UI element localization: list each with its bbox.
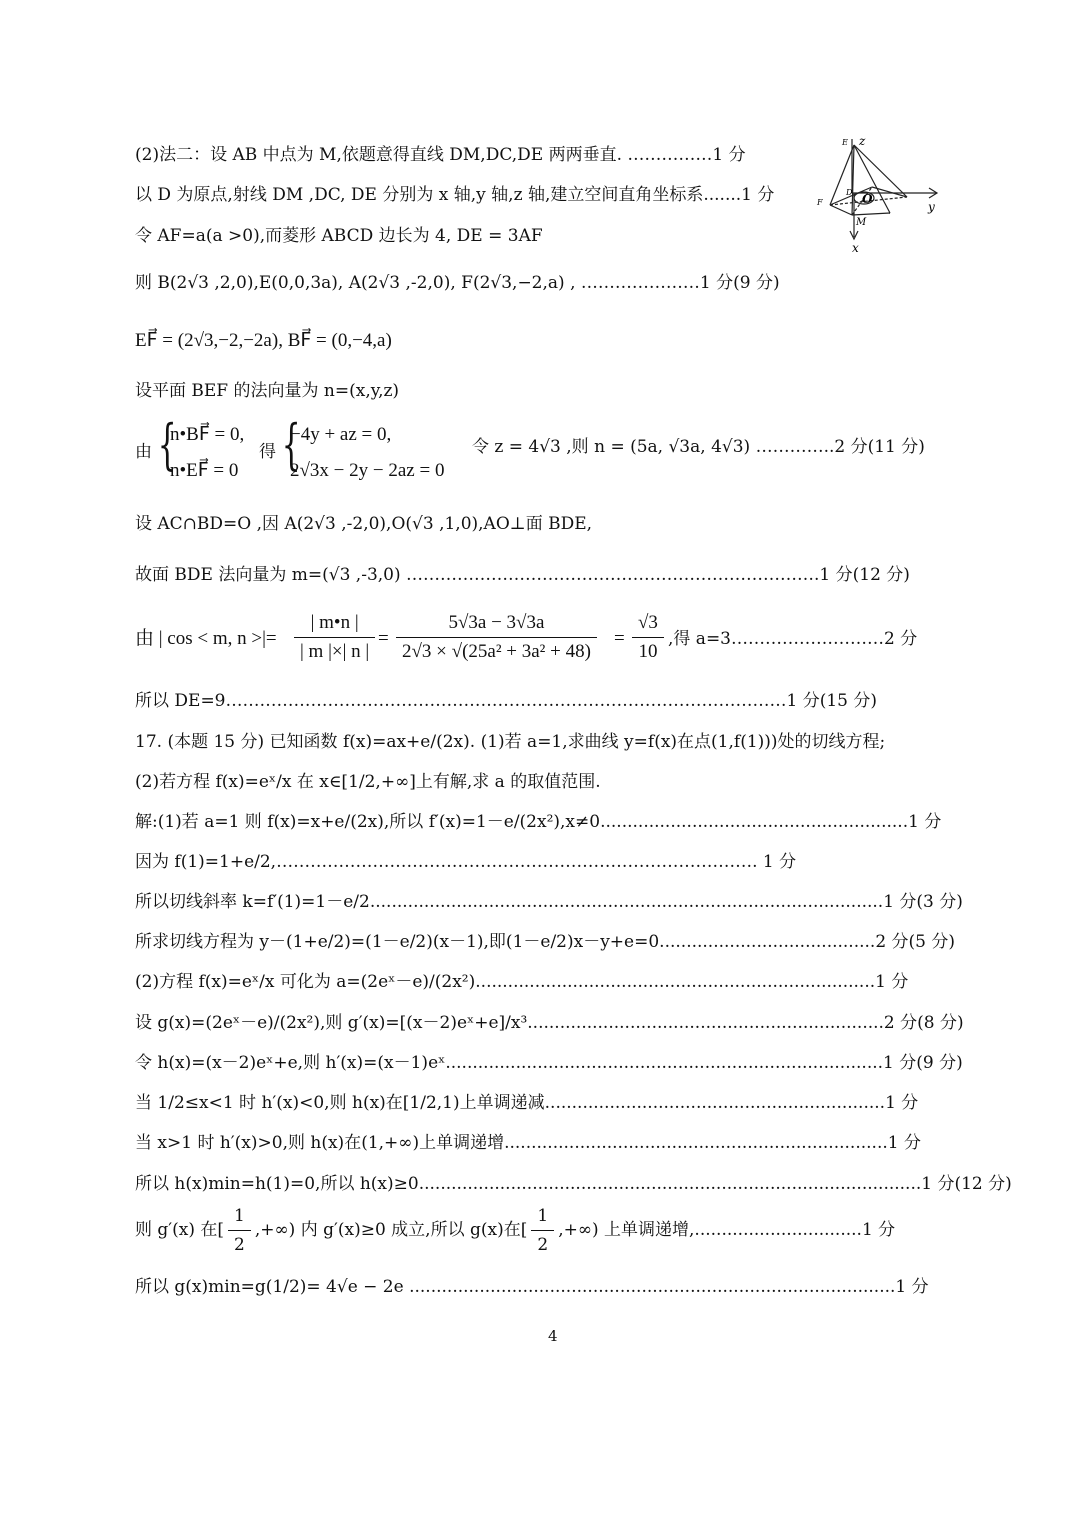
cos-f3-num: √3: [632, 612, 664, 638]
cos-f2-num: 5√3a − 3√3a: [396, 612, 597, 638]
line-solution-11: [135, 1205, 895, 1256]
cos-f1-den: | m |×| n |: [300, 641, 370, 662]
line-normal-vector-def: 设平面 BEF 的法向量为 n=(x,y,z): [135, 381, 400, 401]
line-solution-4: 所求切线方程为 y－(1+e/2)=(1－e/2)(x－1),即(1－e/2)x－y+e=0........................................2 分(5 分): [135, 932, 956, 952]
left-brace-1: {: [157, 413, 177, 476]
line-ac-bd-intersection: 设 AC∩BD=O ,因 A(2√3 ,-2,0),O(√3 ,1,0),AO⊥面 BDE,: [135, 514, 593, 534]
point-o-label: O: [862, 192, 873, 206]
axis-x-label: x: [852, 241, 859, 255]
line-solution-10: 所以 h(x)min=h(1)=0,所以 h(x)≥0.............................................................................................1 分(12 分): [135, 1174, 1012, 1194]
cos-eq-1: =: [378, 628, 389, 649]
cos-eq-2: =: [614, 628, 625, 649]
half-fraction-2: [531, 1205, 554, 1256]
line-method-two: (2)法二：设 AB 中点为 M,依题意得直线 DM,DC,DE 两两垂直. ……………1 分: [135, 145, 746, 165]
system2-eq2: 2√3x − 2y − 2az = 0: [290, 460, 445, 481]
l24-part-b: ,+∞) 内 g′(x)≥0 成立,所以 g(x)在[: [254, 1220, 528, 1240]
left-brace-2: {: [281, 413, 301, 476]
line-problem-17-part2: (2)若方程 f(x)=eˣ/x 在 x∈[1/2,+∞]上有解,求 a 的取值范围.: [135, 772, 601, 792]
line-solution-8: 当 1/2≤x<1 时 h′(x)<0,则 h(x)在[1/2,1)上单调递减...............................................................1 分: [135, 1093, 919, 1113]
line-solution-6: 设 g(x)=(2eˣ－e)/(2x²),则 g′(x)=[(x－2)eˣ+e]/x³..................................................................2 分(8 分): [135, 1013, 964, 1033]
point-f-label: F: [817, 198, 823, 207]
axis-y-label: y: [928, 200, 935, 214]
half2-num: 1: [531, 1205, 554, 1231]
line-point-coordinates: 则 B(2√3 ,2,0),E(0,0,3a), A(2√3 ,-2,0), F(2√3,−2,a) , …………………1 分(9 分): [135, 273, 780, 293]
point-d-label: D: [846, 188, 853, 197]
point-m-label: M: [856, 217, 867, 228]
coordinate-figure: [812, 135, 947, 255]
half1-num: 1: [228, 1205, 251, 1231]
line-let-af: 令 AF=a(a >0),而菱形 ABCD 边长为 4, DE = 3AF: [135, 226, 543, 246]
line-solution-7: 令 h(x)=(x－2)eˣ+e,则 h′(x)=(x－1)eˣ.................................................................................1 分(9 分): [135, 1053, 963, 1073]
cos-suffix: ,得 a=3………………………2 分: [668, 629, 918, 649]
l24-part-c: ,+∞) 上单调递增,...............................1 分: [558, 1220, 896, 1240]
cos-fraction-1: [290, 612, 379, 663]
system-suffix: 令 z = 4√3 ,则 n = (5a, √3a, 4√3) …………..2 分(11 分): [472, 437, 925, 457]
l24-part-a: 则 g′(x) 在[: [135, 1220, 225, 1240]
line-vectors-ef-bf: EF⃗ = (2√3,−2,−2a), BF⃗ = (0,−4,a): [135, 330, 392, 351]
half2-den: 2: [537, 1235, 549, 1255]
point-e-label: E: [842, 138, 848, 147]
cos-prefix: 由 | cos < m, n >|=: [135, 628, 277, 649]
line-solution-9: 当 x>1 时 h′(x)>0,则 h(x)在(1,+∞)上单调递增.......................................................................1 分: [135, 1133, 921, 1153]
cos-f2-den: 2√3 × √(25a² + 3a² + 48): [402, 641, 591, 662]
page-number: 4: [548, 1327, 558, 1345]
cos-f3-den: 10: [638, 641, 658, 662]
line-problem-17: 17. (本题 15 分) 已知函数 f(x)=ax+e/(2x). (1)若 a=1,求曲线 y=f(x)在点(1,f(1)))处的切线方程;: [135, 732, 886, 752]
system1-eq1: n•BF⃗ = 0,: [170, 424, 245, 445]
system1-eq2: n•EF⃗ = 0: [170, 460, 239, 481]
system2-eq1: −4y + az = 0,: [290, 424, 392, 445]
cos-fraction-2: [392, 612, 601, 663]
line-solution-5: (2)方程 f(x)=eˣ/x 可化为 a=(2eˣ－e)/(2x²)..........................................................................1 分: [135, 972, 909, 992]
line-solution-1: 解:(1)若 a=1 则 f(x)=x+e/(2x),所以 f′(x)=1－e/(2x²),x≠0.........................................................1 分: [135, 812, 942, 832]
line-normal-m: 故面 BDE 法向量为 m=(√3 ,-3,0) ……………………………………………………………….1 分(12 分): [135, 565, 910, 585]
line-solution-3: 所以切线斜率 k=f′(1)=1－e/2...............................................................................................1 分(3 分): [135, 892, 963, 912]
system-prefix: 由: [135, 442, 152, 462]
half1-den: 2: [234, 1235, 245, 1255]
half-fraction-1: [228, 1205, 251, 1256]
cos-f1-num: | m•n |: [294, 612, 375, 638]
axis-z-label: z: [859, 135, 866, 148]
line-solution-12: 所以 g(x)min=g(1/2)= 4√e − 2e ..........................................................................................1 分: [135, 1277, 929, 1297]
line-de-result: 所以 DE=9………………………………………………………………………………………1 分(15 分): [135, 691, 878, 711]
system-mid: 得: [259, 442, 276, 462]
line-solution-2: 因为 f(1)=1+e/2,…………………………………………………………………………. 1 分: [135, 852, 797, 872]
line-coordinate-system: 以 D 为原点,射线 DM ,DC, DE 分别为 x 轴,y 轴,z 轴,建立空间直角坐标系.......1 分: [135, 185, 775, 205]
cos-fraction-3: [628, 612, 668, 663]
